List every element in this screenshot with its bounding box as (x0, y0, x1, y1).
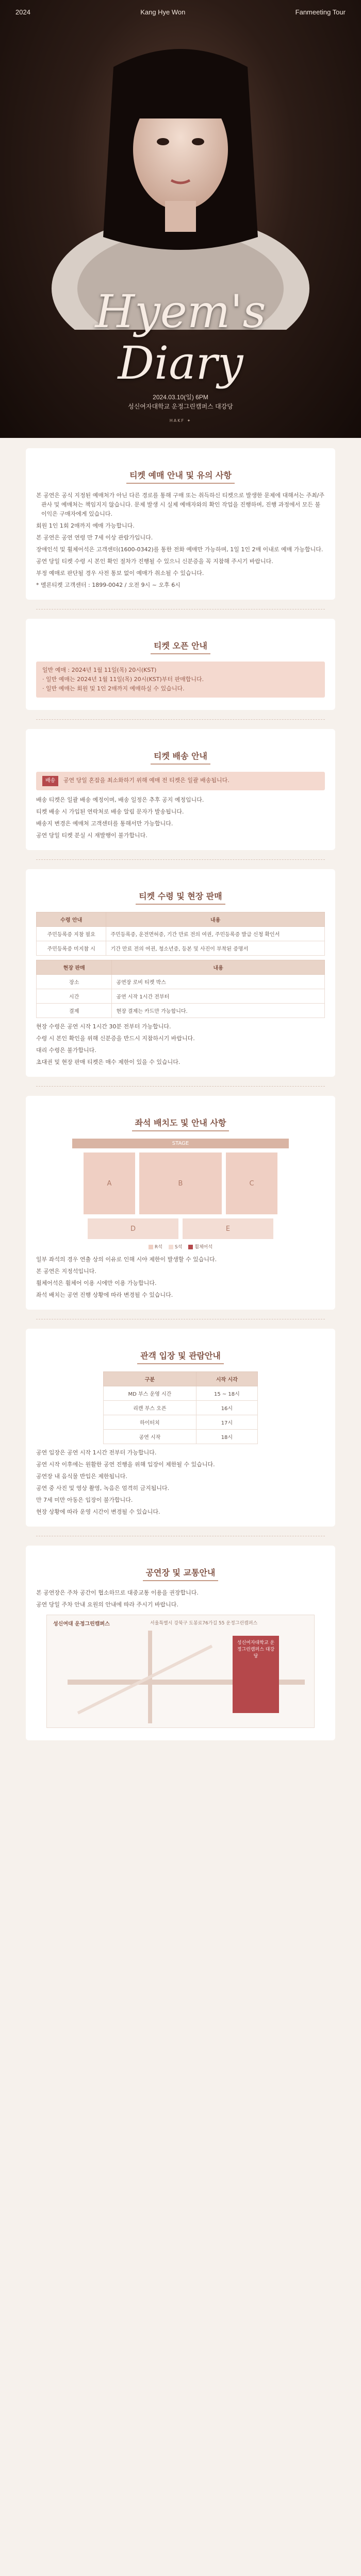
notice-item: 장애인석 및 휠체어석은 고객센터(1600-0342)를 통한 전화 예매만 가능하며, 1일 1인 2매 이내로 예매 가능합니다. (36, 546, 323, 553)
table-cell: 기간 만료 전의 여권, 청소년증, 등본 및 사진이 부착된 증명서 (106, 941, 325, 956)
schedule-line: · 일반 예매는 2024년 1월 11일(목) 20시(KST)부터 판매합니다. (42, 676, 204, 683)
section-seating (26, 1096, 335, 1310)
hero-title-line1: Hyem's (95, 285, 266, 338)
table-header: 구분 (104, 1372, 196, 1386)
table-cell: 리캔 부스 오픈 (104, 1401, 196, 1415)
timing-table (103, 1371, 258, 1444)
section-refund (26, 869, 335, 1077)
table-cell: 17시 (196, 1415, 257, 1430)
section-title: 티켓 배송 안내 (151, 750, 210, 765)
table-header: 내용 (106, 912, 325, 927)
hero-venue: 성신여자대학교 운정그린캠퍼스 대강당 (128, 403, 233, 410)
delivery-item: 배송지 변경은 예매처 고객센터를 통해서만 가능합니다. (36, 820, 173, 827)
table-cell: 주민등록증, 운전면허증, 기간 만료 전의 여권, 주민등록증 발급 신청 확인서 (106, 927, 325, 941)
timing-item: 공연 시작 이후에는 원활한 공연 진행을 위해 입장이 제한될 수 있습니다. (36, 1461, 215, 1468)
table-cell: 공연장 로비 티켓 박스 (112, 975, 325, 989)
onsite-table (36, 960, 325, 1018)
legend-item: 휠체어석 (188, 1243, 212, 1250)
table-row (104, 1415, 258, 1430)
hero-artist: Kang Hye Won (140, 8, 186, 16)
delivery-tag: 배송 (42, 776, 58, 786)
seat-block-c: C (226, 1153, 277, 1214)
notice-item: 본 공연은 공식 지정된 예매처가 아닌 다른 경로를 통해 구매 또는 취득하신 티켓으로 발생한 문제에 대해서는 주최/주관사 및 예매처는 책임지지 않습니다. 문제 발생 시 실제 예매자와의 확인 작업을 진행하며, 진행 과정에서 모든 불이익은 구매자에게 있습니다. (36, 492, 325, 517)
section-title: 티켓 예매 안내 및 유의 사항 (126, 469, 235, 484)
timing-item: 공연장 내 음식물 반입은 제한됩니다. (36, 1473, 127, 1480)
table-row (37, 927, 325, 941)
timing-item: 만 7세 미만 아동은 입장이 불가합니다. (36, 1497, 133, 1503)
hero-year: 2024 (15, 8, 30, 16)
seating-item: 휠체어석은 휠체어 이용 시에만 이용 가능합니다. (36, 1280, 157, 1286)
table-cell: 주민등록증 미지참 시 (37, 941, 106, 956)
notice-item: 공연 당일 티켓 수령 시 본인 확인 절차가 진행될 수 있으니 신분증을 꼭 지참해 주시기 바랍니다. (36, 558, 273, 565)
section-title: 관객 입장 및 관람안내 (137, 1349, 224, 1364)
section-title: 공연장 및 교통안내 (143, 1566, 219, 1581)
seating-item: 본 공연은 지정석입니다. (36, 1268, 96, 1275)
table-cell: 시간 (37, 989, 112, 1004)
delivery-list (36, 795, 325, 840)
table-cell: 장소 (37, 975, 112, 989)
hero-title (0, 286, 361, 389)
venue-map[interactable] (46, 1615, 315, 1728)
delivery-item: 배송 티켓은 일괄 배송 예정이며, 배송 일정은 추후 공지 예정입니다. (36, 796, 204, 803)
table-cell: 18시 (196, 1430, 257, 1444)
delivery-box (36, 772, 325, 790)
refund-item: 현장 수령은 공연 시작 1시간 30분 전부터 가능합니다. (36, 1023, 171, 1030)
table-cell: 15 ~ 18시 (196, 1386, 257, 1401)
table-cell: MD 부스 운영 시간 (104, 1386, 196, 1401)
section-delivery (26, 729, 335, 850)
location-list (36, 1588, 325, 1609)
portrait-illustration (36, 21, 325, 330)
legend-item: R석 (149, 1243, 162, 1250)
refund-item: 초대권 및 현장 판매 티켓은 매수 제한이 있을 수 있습니다. (36, 1059, 180, 1065)
notice-item: * 멜론티켓 고객센터 : 1899-0042 / 오전 9시 ~ 오후 6시 (36, 582, 180, 588)
timing-item: 현장 상황에 따라 운영 시간이 변경될 수 있습니다. (36, 1509, 160, 1515)
table-row (37, 989, 325, 1004)
seat-block-e: E (183, 1218, 273, 1239)
section-timing (26, 1329, 335, 1527)
schedule-line: 일반 예매 : 2024년 1월 11일(목) 20시(KST) (42, 667, 157, 673)
refund-list (36, 1022, 325, 1067)
seat-block-d: D (88, 1218, 178, 1239)
map-address: 서울특별시 강북구 도봉로76가길 55 운정그린캠퍼스 (150, 1621, 258, 1626)
table-row (37, 975, 325, 989)
hero-title-line2: Diary (118, 336, 243, 389)
seating-item: 일부 좌석의 경우 연출 상의 이유로 인해 시야 제한이 발생할 수 있습니다. (36, 1256, 217, 1263)
schedule-line: · 일반 예매는 회원 및 1인 2매까지 예매하실 수 있습니다. (42, 685, 185, 692)
hero-banner (0, 0, 361, 438)
content-panel (26, 448, 335, 1740)
timing-item: 공연 입장은 공연 시작 1시간 전부터 가능합니다. (36, 1449, 157, 1456)
table-header: 수령 안내 (37, 912, 106, 927)
section-title: 티켓 오픈 안내 (151, 639, 210, 654)
table-cell: 공연 시작 (104, 1430, 196, 1444)
notice-item: 본 공연은 공연 연령 만 7세 이상 관람가입니다. (36, 534, 153, 541)
seat-map (72, 1139, 289, 1250)
timing-item: 공연 중 사진 및 영상 촬영, 녹음은 엄격히 금지됩니다. (36, 1485, 170, 1492)
divider (36, 859, 325, 860)
table-row (104, 1386, 258, 1401)
section-title: 좌석 배치도 및 안내 사항 (132, 1116, 229, 1131)
divider (36, 1086, 325, 1087)
table-cell: 16시 (196, 1401, 257, 1415)
refund-item: 수령 시 본인 확인을 위해 신분증을 반드시 지참하시기 바랍니다. (36, 1035, 195, 1042)
location-item: 본 공연장은 주차 공간이 협소하므로 대중교통 이용을 권장합니다. (36, 1589, 199, 1596)
table-header: 현장 판매 (37, 960, 112, 975)
pickup-table (36, 912, 325, 956)
table-cell: 공연 시작 1시간 전부터 (112, 989, 325, 1004)
table-row (104, 1430, 258, 1444)
legend-item: S석 (169, 1243, 182, 1250)
schedule-box (36, 662, 325, 698)
table-header: 내용 (112, 960, 325, 975)
divider (36, 719, 325, 720)
table-cell: 하이터치 (104, 1415, 196, 1430)
table-cell: 주민등록증 지참 필요 (37, 927, 106, 941)
seating-item: 좌석 배치는 공연 진행 상황에 따라 변경될 수 있습니다. (36, 1292, 173, 1298)
refund-item: 대리 수령은 불가합니다. (36, 1047, 96, 1054)
notice-item: 부정 예매로 판단될 경우 사전 통보 없이 예매가 취소될 수 있습니다. (36, 570, 204, 577)
table-cell: 현장 결제는 카드만 가능합니다. (112, 1004, 325, 1018)
seat-row-front (72, 1153, 289, 1214)
table-header: 시작 시각 (196, 1372, 257, 1386)
table-row (37, 941, 325, 956)
section-ticket-schedule (26, 619, 335, 710)
hero-top-bar (15, 8, 346, 16)
hero-tour: Fanmeeting Tour (295, 8, 346, 16)
hero-date: 2024.03.10(일) 6PM (153, 394, 208, 401)
table-row (37, 1004, 325, 1018)
notice-list (36, 491, 325, 590)
map-title: 성신여대 운정그린캠퍼스 (53, 1621, 110, 1627)
seat-legend (72, 1243, 289, 1250)
stage-label: STAGE (72, 1139, 289, 1148)
seat-block-b: B (139, 1153, 222, 1214)
delivery-item: 공연 당일 티켓 분실 시 재발행이 불가합니다. (36, 832, 147, 839)
section-title: 티켓 수령 및 현장 판매 (136, 890, 225, 905)
timing-list (36, 1448, 325, 1517)
delivery-item: 티켓 배송 시 가입된 연락처로 배송 알림 문자가 발송됩니다. (36, 808, 184, 815)
seat-block-a: A (84, 1153, 135, 1214)
table-cell: 결제 (37, 1004, 112, 1018)
hero-sponsor-logo: HAKF ✦ (169, 418, 192, 423)
venue-marker: 성신여자대학교 운정그린캠퍼스 대강당 (233, 1636, 279, 1713)
seating-list (36, 1255, 325, 1300)
hero-info (0, 393, 361, 411)
seat-row-rear (72, 1218, 289, 1239)
delivery-headline: 공연 당일 혼잡을 최소화하기 위해 예매 전 티켓은 일괄 배송됩니다. (63, 777, 229, 784)
location-item: 공연 당일 주차 안내 요원의 안내에 따라 주시기 바랍니다. (36, 1601, 178, 1608)
section-ticket-open (26, 448, 335, 600)
section-location (26, 1546, 335, 1740)
notice-item: 회원 1인 1회 2매까지 예매 가능합니다. (36, 522, 135, 529)
table-row (104, 1401, 258, 1415)
